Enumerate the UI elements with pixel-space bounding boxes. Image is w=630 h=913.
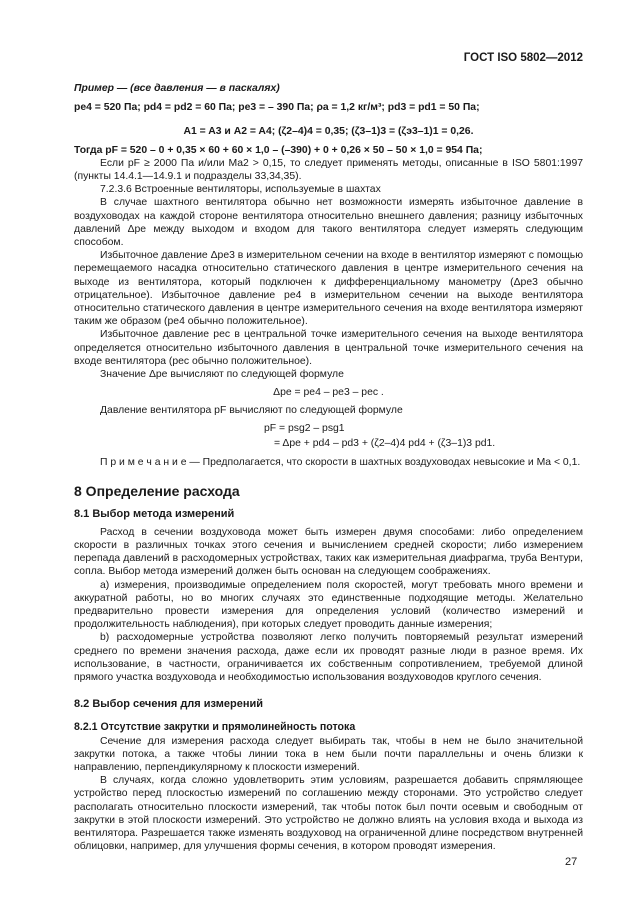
paragraph-p1: Если pF ≥ 2000 Па и/или Ma2 > 0,15, то следует применять методы, описанные в ISO 5801:1997 (пункты 14.4.1—14.9.1 и подразделы 33,34,35). [74, 157, 583, 183]
note: П р и м е ч а н и е — Предполагается, что скорости в шахтных воздуховодах невысокие и Ma < 0,1. [100, 457, 581, 469]
section-8-2-1-paragraph-2: В случаях, когда сложно удовлетворить этим условиям, разрешается добавить спрямляющее устройство перед плоскостью измерений по соглашению между сторонами. Это устройство следует располагать относительно плоскости измерений, так чтобы поток был почти осевым и свободным от закрутки в этой плоскости измерений. Это устройство не должно влиять на условия входа и выхода из вентилятора. Разрешается также изменять воздуховод на ограниченной длине посредством внутренней облицовки, например, для улучшения формы сечения, в котором проводят измерения. [74, 775, 583, 853]
paragraph-p4: Избыточное давление Δpe3 в измерительном сечении на входе в вентилятор измеряют с помощью перемещаемого насадка относительно статического давления в центре измерительного сечения на выходе из вентилятора, который подключен к дифференциальному манометру (Δpe3 обычно отрицательное). Избыточное давление pe4 в измерительном сечении на выходе вентилятора относительно статического давления в центре измерительного сечения на входе вентилятора измеряют таким же образом (pe4 обычно положительное). [74, 250, 583, 328]
section-8-2-title: 8.2 Выбор сечения для измерений [74, 698, 263, 711]
paragraph-p7: Давление вентилятора pF вычисляют по следующей формуле [100, 405, 403, 417]
example-title: Пример — (все давления — в паскалях) [74, 83, 280, 94]
formula-pf-1: pF = psg2 – psg1 [264, 422, 345, 434]
page-content [74, 80, 583, 853]
subsection-7-2-3-6: 7.2.3.6 Встроенные вентиляторы, используемые в шахтах [100, 184, 381, 196]
paragraph-p5: Избыточное давление pec в центральной точке измерительного сечения на выходе вентилятора определяется относительно избыточного давления в центральной точке измерительного сечения на входе вентилятора (pec обычно положительное). [74, 329, 583, 367]
paragraph-p3: В случае шахтного вентилятора обычно нет возможности измерять избыточное давление в воздуховодах на каждой стороне вентилятора относительно внешнего давления; разницу избыточных давлений Δpe между выходом и входом для такого вентилятора следует измерять следующим способом. [74, 197, 583, 249]
section-8-title: 8 Определение расхода [74, 483, 240, 500]
section-8-1-paragraph: Расход в сечении воздуховода может быть измерен двумя способами: либо определением скорости в различных точках этого сечения и вычислением средней скорости; либо измерением перепада давлений в расходомерных устройствах, таких как измерительная диафрагма, труба Вентури, сопла. Выбор метода измерений должен быть основан на следующем соображениях. [74, 526, 583, 578]
example-line-3: Тогда pF = 520 – 0 + 0,35 × 60 + 60 × 1,0 – (–390) + 0 + 0,26 × 50 – 50 × 1,0 = 954 Па; [74, 144, 483, 156]
paragraph-p6: Значение Δpe вычисляют по следующей формуле [100, 369, 344, 381]
section-8-2-1-title: 8.2.1 Отсутствие закрутки и прямолинейность потока [74, 721, 356, 734]
section-8-1-item-a: а) измерения, производимые определением поля скоростей, могут требовать много времени и аккуратной работы, но во многих случаях это единственные подходящие методы. Желательно предварительно провести измерения для определения условий (количество измерений и продолжительность наблюдения), при которых следует проводить данные измерения; [74, 579, 583, 631]
page-number: 27 [565, 856, 578, 868]
section-8-2-1-paragraph-1: Сечение для измерения расхода следует выбирать так, чтобы в нем не было значительной закрутки потока, а также чтобы линии тока в нем были почти параллельны и очень близки к направлению, перпендикулярному к плоскости измерений. [74, 735, 583, 773]
section-8-1-item-b: b) расходомерные устройства позволяют легко получить повторяемый результат измерений среднего по времени значения расхода, даже если их проводят разные люди в разное время. Их использование, в частности, ограничивается их собственным сопротивлением, требуемой длиной прямого участка воздуховода и необходимостью использования воздуховодов круглого сечения. [74, 632, 583, 683]
example-line-2: A1 = A3 и A2 = A4; (ζ2–4)4 = 0,35; (ζ3–1)3 = (ζэ3–1)1 = 0,26. [183, 126, 474, 138]
formula-pf-2: = Δpe + pd4 – pd3 + (ζ2–4)4 pd4 + (ζ3–1)3 pd1. [274, 437, 496, 449]
formula-delta-pe: Δpe = pe4 – pe3 – pec . [273, 387, 384, 399]
example-line-1: pe4 = 520 Па; pd4 = pd2 = 60 Па; pe3 = – 390 Па; ρa = 1,2 кг/м³; pd3 = pd1 = 50 Па; [74, 102, 480, 114]
standard-header: ГОСТ ISO 5802—2012 [463, 52, 583, 64]
section-8-1-title: 8.1 Выбор метода измерений [74, 508, 235, 521]
